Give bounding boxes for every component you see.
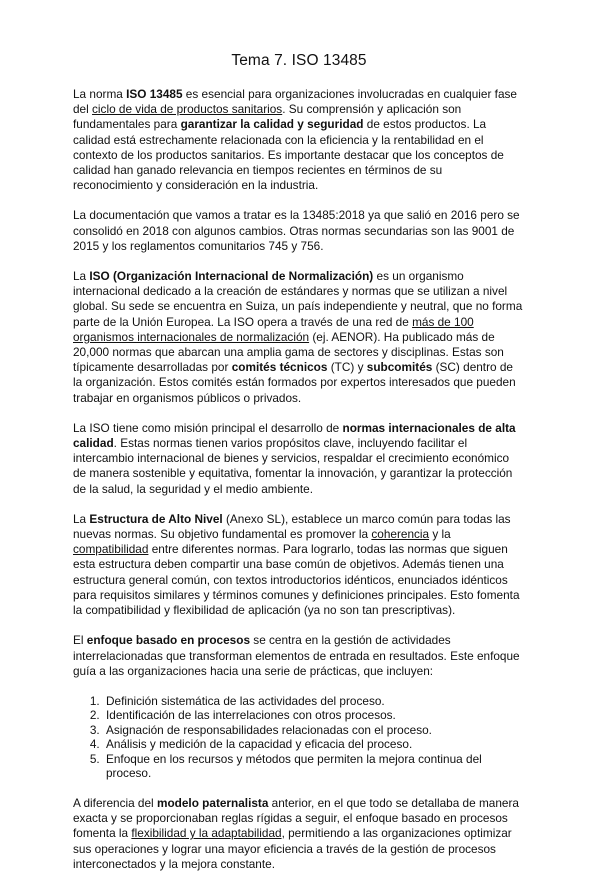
bold-term: Estructura de Alto Nivel — [89, 511, 223, 526]
intro-paragraph — [73, 87, 525, 193]
bold-term: normas internacionales de alta calidad — [73, 420, 516, 451]
text-span: es esencial para organizaciones involucradas en cualquier fase del — [73, 87, 517, 117]
text-span: . Su comprensión y aplicación son fundamentales para — [73, 102, 462, 132]
bold-term: garantizar la calidad y seguridad — [180, 117, 364, 132]
underlined-term: más de 100 organismos internacionales de normalización — [73, 314, 474, 344]
list-item: 2. Identificación de las interrelaciones con otros procesos. — [103, 708, 525, 723]
text-span: (SC) dentro de la organización. Estos comités están formados por expertos interesados que pueden trabajar en organismos públicos o privados. — [73, 360, 516, 405]
mission-paragraph — [73, 421, 525, 497]
process-approach-paragraph — [73, 633, 525, 679]
text-span: es un organismo internacional dedicado a la creación de estándares y normas que se utilizan a nivel global. Su sede se encuentra en Suiza, un país independiente y neutral, que no forma parte de la Unión Europea. La ISO opera a través de una red de — [73, 269, 523, 329]
text-span: . Estas normas tienen varios propósitos clave, incluyendo facilitar el intercambio internacional de bienes y servicios, respaldar el crecimiento económico de manera sostenible y equitativa, fomentar la innovación, y garantizar la protección de la salud, la seguridad y el medio ambiente. — [73, 436, 513, 496]
text-span: de estos productos. La calidad está estrechamente relacionada con la eficiencia y la rentabilidad en el contexto de los productos sanitarios. Es importante destacar que los conceptos de calidad han ganado relevancia en tiempos recientes en términos de su reconocimiento y consideración en la industria. — [73, 117, 504, 193]
practices-list — [73, 694, 525, 781]
list-item: 1. Definición sistemática de las actividades del proceso. — [103, 694, 525, 709]
text-span: (TC) y — [327, 360, 367, 375]
text-span: entre diferentes normas. Para lograrlo, todas las normas que siguen esta estructura deben compartir una base común de objetivos. Además tienen una estructura general común, con textos introductorios idénticos, enunciados idénticos para requisitos similares y términos comunes y definiciones principales. Esto fomenta la compatibilidad y flexibilidad de aplicación (ya no son tan prescriptivas). — [73, 542, 520, 618]
page-title: Tema 7. ISO 13485 — [231, 52, 367, 69]
text-span: anterior, en el que todo se detallaba de manera exacta y se proporcionaban reglas rígidas a seguir, el enfoque basado en procesos fomenta la — [73, 795, 519, 841]
paternalist-model-paragraph — [73, 796, 525, 872]
underlined-term: ciclo de vida de productos sanitarios — [92, 102, 283, 117]
text-span: (ej. AENOR). Ha publicado más de 20,000 normas que abarcan una amplia gama de sectores y disciplinas. Estas son típicamente desarrolladas por — [73, 329, 504, 375]
list-item: 4. Análisis y medición de la capacidad y eficacia del proceso. — [103, 737, 525, 752]
iso-paragraph — [73, 269, 525, 406]
bold-term: modelo paternalista — [156, 795, 269, 810]
list-item: 3. Asignación de responsabilidades relacionadas con el proceso. — [103, 723, 525, 738]
text-span: A diferencia del — [73, 795, 157, 810]
text-span: (Anexo SL), establece un marco común para todas las nuevas normas. Su objetivo fundamental es promover la — [73, 511, 511, 542]
bold-term: ISO 13485 — [126, 87, 183, 101]
high-level-structure-paragraph — [73, 512, 525, 618]
bold-term: enfoque basado en procesos — [86, 633, 251, 648]
text-span: se centra en la gestión de actividades interrelacionadas que transforman elementos de entrada en resultados. Este enfoque guía a las organizaciones hacia una serie de prácticas, que incluyen: — [73, 633, 520, 678]
text-span: La norma — [73, 87, 127, 101]
text-span: y la — [429, 527, 451, 542]
text-span: , permitiendo a las organizaciones optimizar sus operaciones y lograr una mayor eficiencia a través de la gestión de procesos interconectados y la mejora constante. — [73, 826, 512, 871]
list-item: 5. Enfoque en los recursos y métodos que permiten la mejora continua del proceso. — [103, 752, 525, 781]
bold-term: ISO (Organización Internacional de Normalización) — [89, 269, 374, 284]
text-span: La — [73, 511, 90, 526]
underlined-term: coherencia — [371, 527, 430, 542]
text-span: La ISO tiene como misión principal el desarrollo de — [73, 420, 343, 435]
bold-term: comités técnicos — [231, 360, 328, 375]
bold-term: subcomités — [366, 360, 433, 375]
documentation-paragraph: La documentación que vamos a tratar es la 13485:2018 ya que salió en 2016 pero se consolidó en 2018 con algunos cambios. Otras normas secundarias son las 9001 de 2015 y los reglamentos comunitarios 745 y 756. — [73, 208, 520, 253]
underlined-term: flexibilidad y la adaptabilidad — [131, 826, 282, 841]
text-span: La — [73, 269, 90, 284]
underlined-term: compatibilidad — [73, 542, 149, 557]
text-span: El — [73, 633, 87, 648]
